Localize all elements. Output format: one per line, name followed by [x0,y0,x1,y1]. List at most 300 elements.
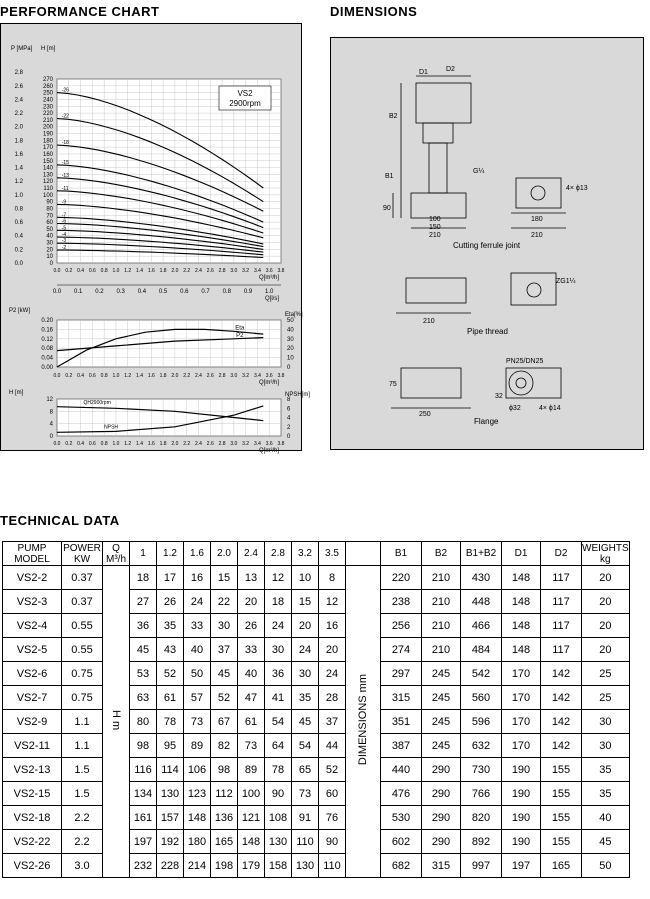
head-cell: 192 [157,830,184,854]
x-tick-label: 1.8 [159,441,167,447]
pump-model-cell: VS2-3 [3,590,62,614]
p-tick-label: 1.6 [14,151,23,158]
h-unit-cell [103,566,130,878]
table-row [3,590,630,614]
head-cell: 73 [184,710,211,734]
h-tick-label: 160 [42,151,53,158]
p-tick-label: 1.4 [14,165,23,172]
dimension-cell: 632 [461,734,502,758]
x-tick-label: 0.8 [100,268,108,274]
x-tick-label: 0.4 [77,441,85,447]
head-cell: 91 [292,806,319,830]
curve-label: -6 [61,218,67,225]
dimension-cell: 484 [461,638,502,662]
weight-cell: 30 [582,734,630,758]
eta-tick-label: 50 [287,318,294,324]
x-tick-label: 2.0 [171,441,179,447]
head-cell: 82 [211,734,238,758]
dimension-cell: 245 [422,710,461,734]
x-tick-label: 2.0 [171,268,179,274]
dimension-cell: 170 [502,686,541,710]
dimension-cell: 530 [381,806,422,830]
dim-label-pipe-210: 210 [423,318,435,325]
x-tick-label: 1.4 [136,441,144,447]
p2-tick-label: 0.16 [41,327,53,334]
x2-tick-label: 0.9 [243,289,253,295]
curve-label: -3 [61,238,67,245]
dim-label-holes: 4× ϕ13 [566,185,588,192]
dimension-cell: 142 [541,662,582,686]
head-cell: 232 [130,854,157,878]
x-axis-label: Q[m³/h] [258,380,279,386]
table-row [3,638,630,662]
x-tick-label: 1.6 [147,373,155,379]
h-tick-label: 170 [42,145,53,152]
head-cell: 45 [211,662,238,686]
pump-model-cell: VS2-11 [3,734,62,758]
head-cell: 78 [265,758,292,782]
weight-cell: 30 [582,710,630,734]
eta-tick-label: 0 [287,365,291,371]
curve-label: -13 [61,172,69,179]
h-unit-label: H m [110,709,122,731]
weight-cell: 50 [582,854,630,878]
head-cell: 106 [184,758,211,782]
eta-tick-label: 20 [287,346,294,353]
dimension-cell: 245 [422,686,461,710]
header-flow-6: 3.2 [292,542,319,566]
table-row [3,830,630,854]
h-tick-label: 250 [42,90,53,97]
power-cell: 0.75 [62,686,103,710]
side-view-box [516,178,561,208]
eta-tick-label: 40 [287,327,294,334]
head-cell: 43 [157,638,184,662]
head-cell: 45 [130,638,157,662]
x-tick-label: 1.0 [112,268,120,274]
dimension-cell: 170 [502,734,541,758]
dim-label-210: 210 [429,232,441,239]
x-tick-label: 2.2 [183,373,191,379]
h-tick-label: 230 [42,104,53,111]
table-row [3,614,630,638]
h-tick-label: 60 [46,220,53,227]
dimension-cell: 117 [541,614,582,638]
x-tick-label: 1.2 [124,268,132,274]
x-tick-label: 0.2 [65,373,73,379]
power-cell: 0.37 [62,566,103,590]
curve-label: Eta [235,325,245,332]
dimension-cell: 274 [381,638,422,662]
head-cell: 60 [319,782,346,806]
x2-axis-label: Q[l/s] [264,296,279,302]
table-row [3,566,630,590]
h-tick-label: 210 [42,117,53,124]
dimension-cell: 440 [381,758,422,782]
header-flow-5: 2.8 [265,542,292,566]
header-b2: B2 [422,542,461,566]
dimension-cell: 466 [461,614,502,638]
head-cell: 52 [211,686,238,710]
p-tick-label: 2.8 [14,70,23,77]
head-cell: 53 [130,662,157,686]
dimension-cell: 448 [461,590,502,614]
h-axis-label: H [m] [9,390,24,396]
power-cell: 1.5 [62,782,103,806]
x2-tick-label: 0.1 [74,289,83,295]
dim-label-zg: ZG1¼ [556,278,576,285]
npsh-tick-label: 8 [287,397,291,403]
head-cell: 148 [184,806,211,830]
dimension-cell: 155 [541,830,582,854]
head-cell: 44 [319,734,346,758]
power-cell: 1.1 [62,734,103,758]
table-row [3,710,630,734]
p2-tick-label: 0.00 [41,365,53,371]
dimension-cell: 155 [541,758,582,782]
p-tick-label: 0.6 [14,220,23,227]
head-cell: 123 [184,782,211,806]
weight-cell: 25 [582,662,630,686]
head-cell: 112 [211,782,238,806]
head-cell: 136 [211,806,238,830]
head-cell: 45 [292,710,319,734]
head-cell: 89 [238,758,265,782]
x2-tick-label: 0.0 [52,289,62,295]
x2-tick-label: 0.3 [116,289,125,295]
dimension-cell: 148 [502,590,541,614]
motor-flange [423,123,453,143]
p2-tick-label: 0.20 [41,318,53,324]
p-tick-label: 0.4 [14,233,23,240]
weight-cell: 40 [582,806,630,830]
eta-tick-label: 30 [287,336,294,343]
pump-model-cell: VS2-13 [3,758,62,782]
head-cell: 36 [130,614,157,638]
x-tick-label: 0.6 [88,268,96,274]
npsh-tick-label: 0 [287,434,291,440]
x-tick-label: 0.6 [88,373,96,379]
table-row [3,734,630,758]
dimension-cell: 117 [541,638,582,662]
x-tick-label: 3.8 [277,441,285,447]
header-flow-1: 1.2 [157,542,184,566]
h-tick-label: 270 [42,77,53,83]
x-tick-label: 2.0 [171,373,179,379]
table-row [3,662,630,686]
head-cell: 33 [184,614,211,638]
x-tick-label: 2.8 [218,441,226,447]
head-cell: 26 [157,590,184,614]
header-q [103,542,130,566]
head-cell: 12 [265,566,292,590]
head-cell: 54 [292,734,319,758]
dim-label-32: 32 [495,393,503,400]
dim-label-pn: PN25/DN25 [506,358,544,365]
header-b1: B1 [381,542,422,566]
performance-panel [0,23,311,454]
curve-label: -15 [61,159,69,166]
dimension-cell: 387 [381,734,422,758]
head-cell: 52 [319,758,346,782]
p2-axis-label: P2 [kW] [9,308,31,314]
header-d1: D1 [502,542,541,566]
h-tick-label: 190 [42,131,53,138]
h-axis-label: H [m] [41,46,56,52]
head-cell: 30 [211,614,238,638]
pump-model-cell: VS2-18 [3,806,62,830]
head-cell: 116 [130,758,157,782]
p2-tick-label: 0.04 [41,355,53,362]
x-tick-label: 0.0 [53,373,61,379]
dim-label-b1: B1 [385,173,394,180]
pump-base [411,193,466,218]
head-cell: 41 [265,686,292,710]
header-d2: D2 [541,542,582,566]
dimension-cell: 148 [502,566,541,590]
head-cell: 64 [265,734,292,758]
head-cell: 35 [157,614,184,638]
head-cell: 114 [157,758,184,782]
x-tick-label: 3.6 [265,373,273,379]
pump-model-cell: VS2-26 [3,854,62,878]
head-cell: 228 [157,854,184,878]
chart-title: VS2 [237,89,253,98]
dim-label-250: 250 [419,411,431,418]
x-tick-label: 3.0 [230,268,238,274]
head-cell: 24 [265,614,292,638]
x2-tick-label: 0.4 [137,289,147,295]
head-cell: 33 [238,638,265,662]
head-cell: 61 [157,686,184,710]
header-weights-unit: kg [600,553,611,565]
curve-label: -26 [61,87,69,94]
head-cell: 134 [130,782,157,806]
weight-cell: 35 [582,758,630,782]
x-tick-label: 1.0 [112,441,120,447]
pump-model-cell: VS2-22 [3,830,62,854]
eta-tick-label: 10 [287,355,294,362]
x-tick-label: 1.8 [159,268,167,274]
h-tick-label: 20 [46,247,53,254]
head-cell: 37 [319,710,346,734]
h-tick-label: 180 [42,138,53,145]
power-cell: 3.0 [62,854,103,878]
dim-label-150: 150 [429,224,441,231]
head-cell: 40 [184,638,211,662]
x-tick-label: 0.4 [77,373,85,379]
caption-flange: Flange [474,417,499,426]
dimension-cell: 210 [422,590,461,614]
x-tick-label: 1.4 [136,268,144,274]
dimension-cell: 190 [502,806,541,830]
head-cell: 89 [184,734,211,758]
head-cell: 98 [130,734,157,758]
head-cell: 214 [184,854,211,878]
dim-label-g: G¼ [473,168,485,175]
dimension-cell: 290 [422,782,461,806]
x-tick-label: 3.4 [253,373,261,379]
x-tick-label: 1.4 [136,373,144,379]
side-view-port [531,186,545,200]
head-cell: 13 [238,566,265,590]
header-flow-3: 2.0 [211,542,238,566]
head-cell: 180 [184,830,211,854]
dimensions-panel [330,37,644,450]
power-cell: 1.5 [62,758,103,782]
dimension-cell: 560 [461,686,502,710]
pump-model-cell: VS2-4 [3,614,62,638]
x-tick-label: 2.8 [218,268,226,274]
dimension-cell: 245 [422,734,461,758]
curve-label: -22 [61,113,69,120]
dimension-cell: 297 [381,662,422,686]
npsh-tick-label: 2 [287,424,291,431]
weight-cell: 25 [582,686,630,710]
dim-label-210b: 210 [531,232,543,239]
dimension-cell: 210 [422,614,461,638]
h-tick-label: 70 [46,213,53,220]
head-cell: 161 [130,806,157,830]
dimension-cell: 165 [541,854,582,878]
head-cell: 12 [319,590,346,614]
dimension-drawings [331,38,643,449]
x2-tick-label: 0.2 [95,289,104,295]
dim-label-90: 90 [383,205,391,212]
head-cell: 158 [265,854,292,878]
weight-cell: 35 [582,782,630,806]
dimension-cell: 210 [422,638,461,662]
dimension-cell: 245 [422,662,461,686]
dimension-cell: 117 [541,590,582,614]
head-cell: 110 [292,830,319,854]
head-cell: 165 [211,830,238,854]
h-tick-label: 100 [42,192,53,199]
pipe-thread-view [406,278,466,303]
head-cell: 67 [211,710,238,734]
curve-label: NPSH [104,424,119,431]
head-cell: 197 [130,830,157,854]
head-cell: 130 [292,854,319,878]
x-tick-label: 1.2 [124,373,132,379]
power-cell: 1.1 [62,710,103,734]
dimension-cell: 220 [381,566,422,590]
dimension-cell: 148 [502,638,541,662]
dimension-cell: 315 [422,854,461,878]
p2-plot-area [57,320,281,367]
p-tick-label: 2.6 [14,83,23,90]
pump-model-cell: VS2-9 [3,710,62,734]
x-tick-label: 0.0 [53,441,61,447]
pump-model-cell: VS2-5 [3,638,62,662]
header-pump-model: PUMP MODEL [3,542,62,566]
dimension-cell: 197 [502,854,541,878]
x-tick-label: 2.6 [206,373,214,379]
head-cell: 15 [211,566,238,590]
dimension-cell: 997 [461,854,502,878]
table-row [3,782,630,806]
p-tick-label: 0.0 [14,261,23,267]
power-cell: 2.2 [62,806,103,830]
head-cell: 16 [319,614,346,638]
pipe-thread-side [511,273,556,305]
head-cell: 20 [319,638,346,662]
weight-cell: 45 [582,830,630,854]
x-tick-label: 3.4 [253,268,261,274]
header-flow-7: 3.5 [319,542,346,566]
head-cell: 95 [157,734,184,758]
head-cell: 40 [238,662,265,686]
dimension-cell: 142 [541,710,582,734]
dimensions-heading: DIMENSIONS [330,4,418,19]
x-tick-label: 1.2 [124,441,132,447]
x-tick-label: 3.6 [265,268,273,274]
head-cell: 76 [319,806,346,830]
x-axis-label: Q[m³/h] [258,275,279,281]
dimension-cell: 596 [461,710,502,734]
pump-model-cell: VS2-7 [3,686,62,710]
x-tick-label: 0.4 [77,268,85,274]
p2-tick-label: 0.08 [41,346,53,353]
h-tick-label: 8 [49,409,53,416]
dimension-cell: 315 [381,686,422,710]
technical-heading: TECHNICAL DATA [0,513,120,528]
dimension-cell: 210 [422,566,461,590]
head-cell: 179 [238,854,265,878]
caption-pipe-thread: Pipe thread [467,327,508,336]
x-tick-label: 0.8 [100,373,108,379]
dimensions-unit-label: DIMENSIONS mm [357,674,369,766]
dimension-cell: 190 [502,830,541,854]
curve-label: -9 [61,199,67,206]
h-tick-label: 220 [42,111,53,118]
x-tick-label: 1.6 [147,441,155,447]
head-cell: 30 [265,638,292,662]
dimension-cell: 170 [502,662,541,686]
head-cell: 65 [292,758,319,782]
head-cell: 130 [157,782,184,806]
h-tick-label: 90 [46,199,53,206]
head-cell: 18 [130,566,157,590]
head-cell: 157 [157,806,184,830]
dimension-cell: 351 [381,710,422,734]
table-row [3,854,630,878]
x-tick-label: 2.2 [183,441,191,447]
head-cell: 61 [238,710,265,734]
head-cell: 10 [292,566,319,590]
head-cell: 8 [319,566,346,590]
curve-label: -5 [61,225,67,232]
head-cell: 24 [184,590,211,614]
dimension-cell: 142 [541,686,582,710]
h-tick-label: 0 [49,434,53,440]
h-tick-label: 80 [46,206,53,213]
table-header-row [3,542,630,566]
dimension-cell: 542 [461,662,502,686]
x-tick-label: 0.2 [65,268,73,274]
x2-tick-label: 1.0 [265,289,274,295]
dimension-cell: 155 [541,806,582,830]
head-cell: 198 [211,854,238,878]
x-tick-label: 3.2 [242,373,250,379]
header-q-unit: M³/h [106,553,126,565]
curve-label: -2 [61,245,67,252]
head-cell: 73 [292,782,319,806]
head-cell: 78 [157,710,184,734]
x-tick-label: 3.0 [230,441,238,447]
x-tick-label: 3.0 [230,373,238,379]
p-tick-label: 0.2 [14,247,23,254]
